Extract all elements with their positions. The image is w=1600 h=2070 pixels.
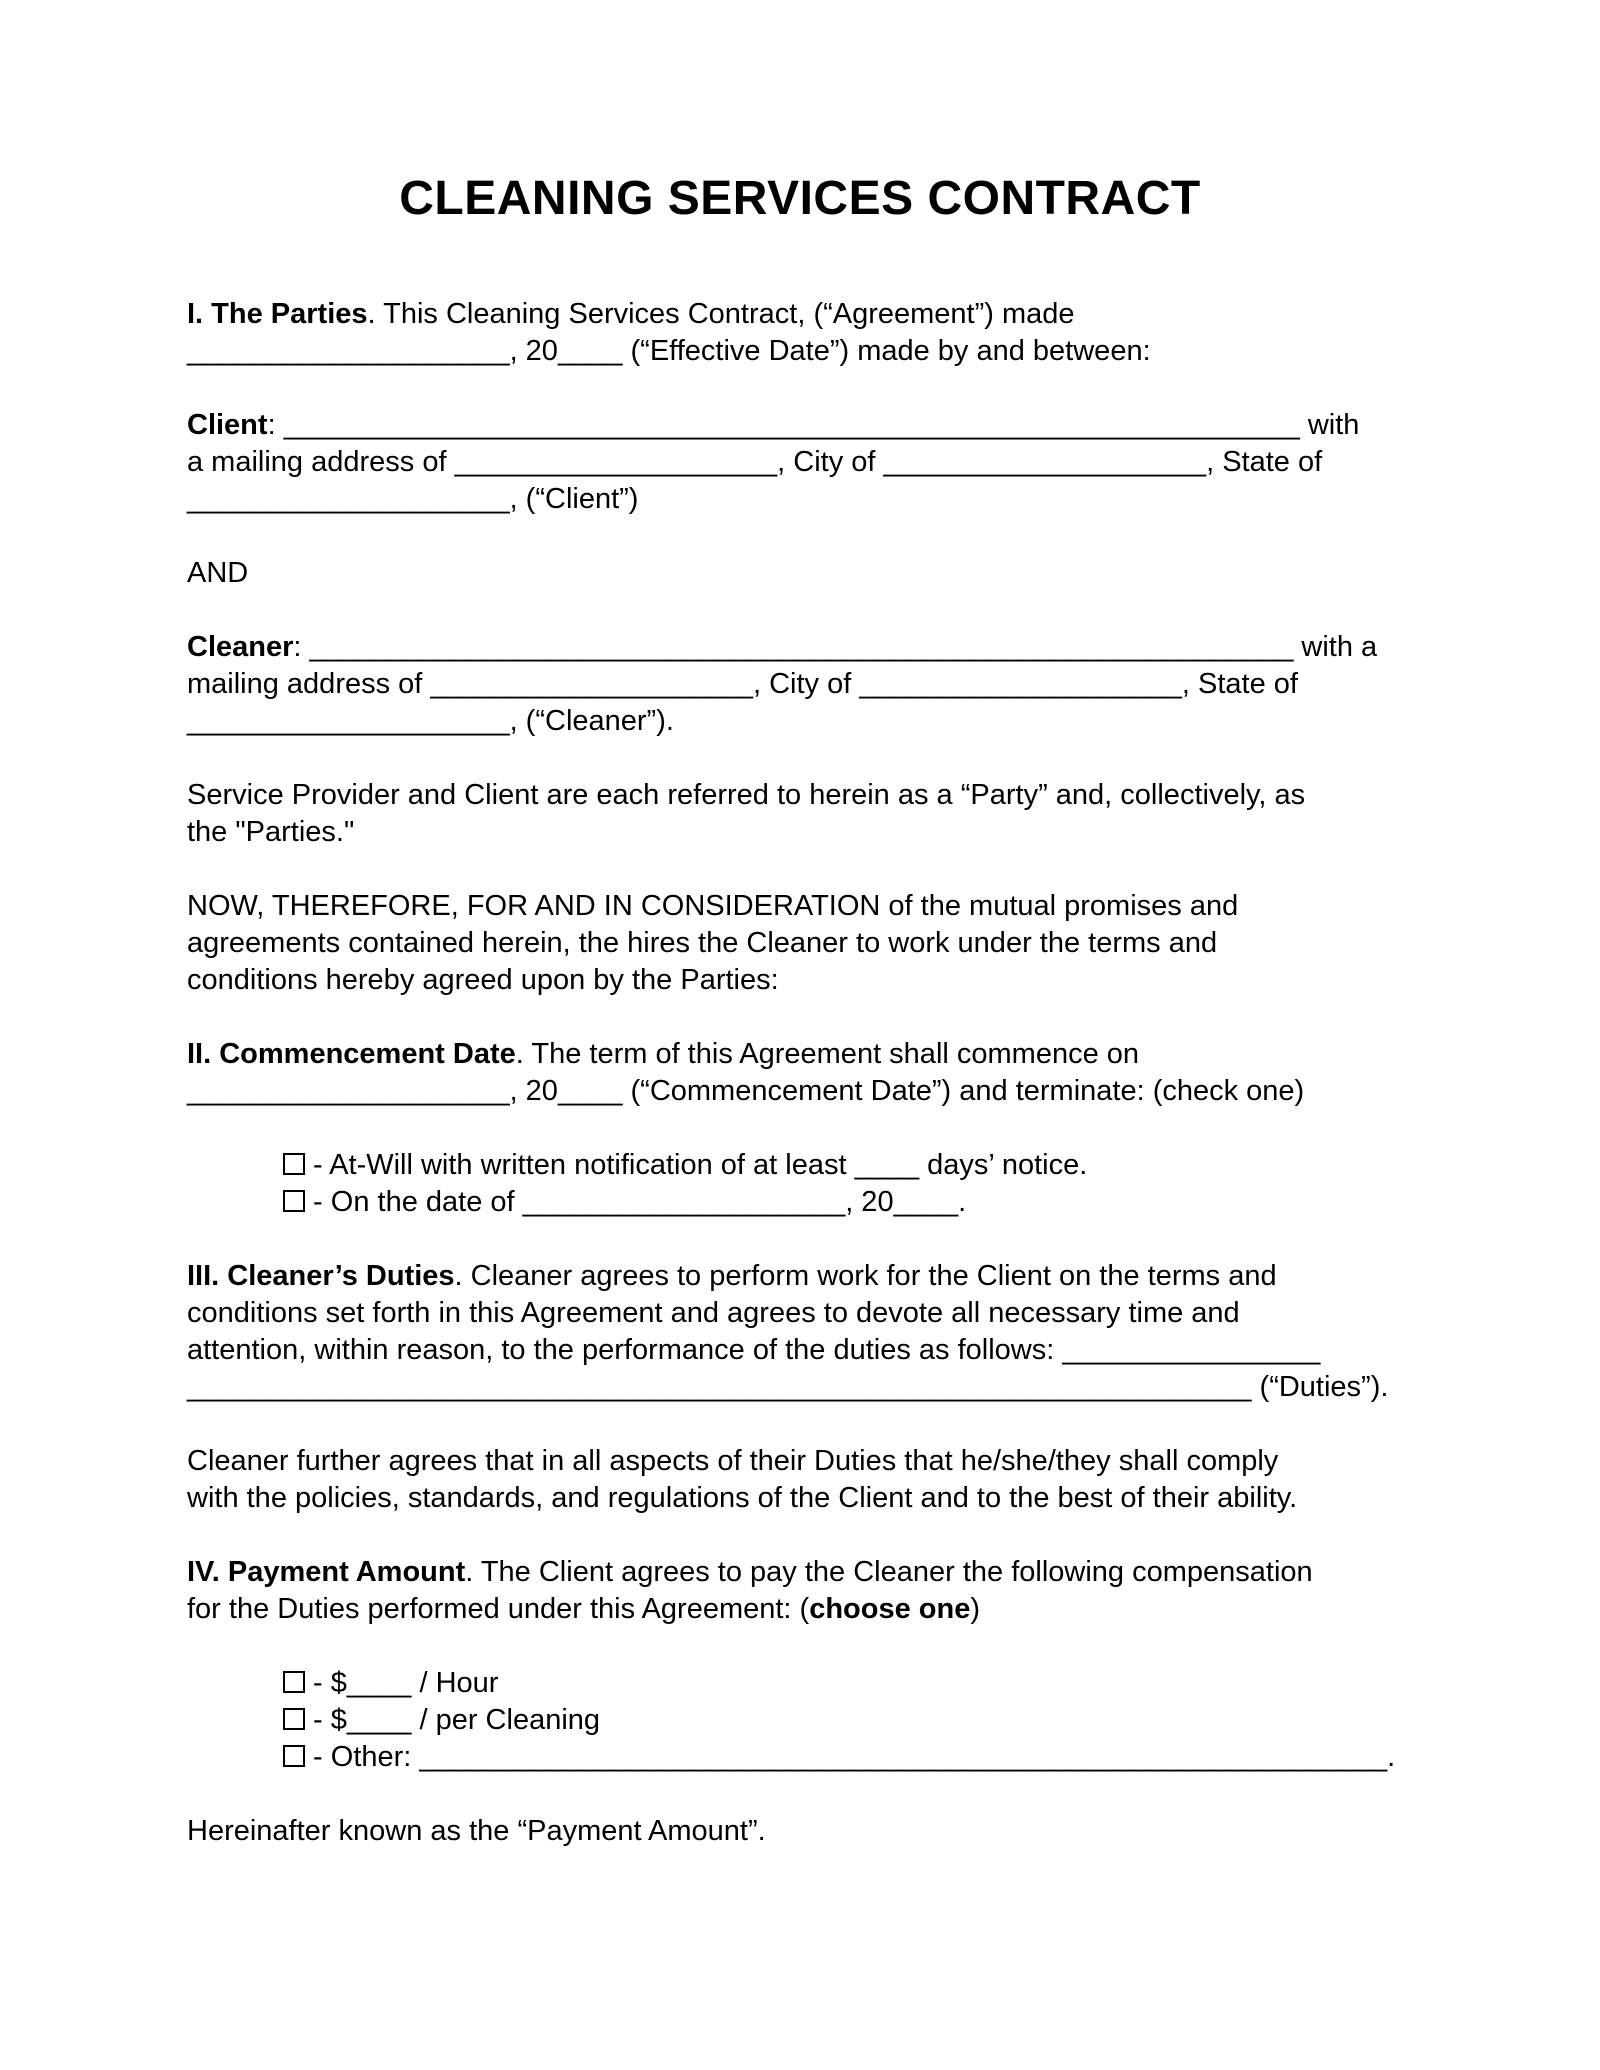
consideration-line2: agreements contained herein, the hires the Cleaner to work under the terms and: [187, 927, 1218, 959]
text-line: [187, 666, 1540, 703]
section-iii-cleaners-duties: [187, 1258, 1540, 1406]
and-label: AND: [187, 557, 249, 589]
duties-line2: conditions set forth in this Agreement and agrees to devote all necessary time and: [187, 1297, 1240, 1329]
payment-options: [187, 1665, 1540, 1776]
payment-line2-end: ): [970, 1593, 981, 1625]
client-label: Client: [187, 409, 268, 441]
client-party-block: [187, 407, 1540, 518]
compliance-line1: Cleaner further agrees that in all aspects of their Duties that he/she/they shall comply: [187, 1445, 1279, 1477]
text-line: [187, 1554, 1540, 1591]
duties-description-blank: __________________________________________________________________: [187, 1371, 1252, 1403]
text-line: [187, 629, 1540, 666]
parties-ref-line1: Service Provider and Client are each referred to herein as a “Party” and, collectively, as: [187, 779, 1306, 811]
checkbox-icon: [283, 1671, 305, 1693]
payment-line2-start: for the Duties performed under this Agreement: (: [187, 1593, 810, 1625]
compliance-line2: with the policies, standards, and regulations of the Client and to the best of their ability.: [187, 1482, 1298, 1514]
option-per-hour-label: - $____ / Hour: [305, 1667, 499, 1699]
option-at-will: [283, 1147, 1540, 1184]
text-line: [187, 814, 1540, 851]
checkbox-icon: [283, 1153, 305, 1175]
text-line: [187, 925, 1540, 962]
text-line: [187, 444, 1540, 481]
duties-line4-end: (“Duties”).: [1251, 1371, 1389, 1403]
option-other-label: - Other:: [305, 1741, 420, 1773]
client-line-end: with: [1299, 409, 1360, 441]
text-line: [187, 481, 1540, 518]
and-separator: [187, 555, 1540, 592]
duties-compliance-paragraph: [187, 1443, 1540, 1517]
other-amount-blank: ____________________________________________________________: [419, 1741, 1388, 1773]
payment-amount-note: [187, 1813, 1540, 1850]
document-title: CLEANING SERVICES CONTRACT: [399, 172, 1201, 225]
option-on-date-label: - On the date of ____________________, 20____.: [305, 1186, 967, 1218]
option-on-date: [283, 1184, 1540, 1221]
section-i-heading: I. The Parties: [187, 298, 368, 330]
option-per-hour: [283, 1665, 1540, 1702]
text-line: [187, 407, 1540, 444]
text-line: [187, 1073, 1540, 1110]
checkbox-icon: [283, 1745, 305, 1767]
option-per-cleaning-label: - $____ / per Cleaning: [305, 1704, 601, 1736]
consideration-paragraph: [187, 888, 1540, 999]
text-line: [187, 1591, 1540, 1628]
section-iv-text: . The Client agrees to pay the Cleaner the following compensation: [465, 1556, 1313, 1588]
section-ii-heading: II. Commencement Date: [187, 1038, 516, 1070]
checkbox-icon: [283, 1190, 305, 1212]
text-line: [187, 1480, 1540, 1517]
section-ii-commencement-date: [187, 1036, 1540, 1110]
text-line: [187, 555, 1540, 592]
section-iv-payment-amount: [187, 1554, 1540, 1628]
consideration-line1: NOW, THEREFORE, FOR AND IN CONSIDERATION of the mutual promises and: [187, 890, 1239, 922]
section-ii-text: . The term of this Agreement shall commence on: [515, 1038, 1140, 1070]
duties-line3: attention, within reason, to the performance of the duties as follows: ________________: [187, 1334, 1321, 1366]
option-other: [283, 1739, 1540, 1776]
text-line: [187, 962, 1540, 999]
cleaner-state-line: ____________________, (“Cleaner”).: [187, 705, 674, 737]
consideration-line3: conditions hereby agreed upon by the Parties:: [187, 964, 779, 996]
option-at-will-label: - At-Will with written notification of at least ____ days’ notice.: [305, 1149, 1088, 1181]
cleaner-line-end: with a: [1293, 631, 1378, 663]
text-line: [187, 1036, 1540, 1073]
section-iv-heading: IV. Payment Amount: [187, 1556, 466, 1588]
section-i-the-parties: [187, 296, 1540, 370]
text-line: [187, 296, 1540, 333]
cleaner-party-block: [187, 629, 1540, 740]
option-per-cleaning: [283, 1702, 1540, 1739]
parties-ref-line2: the "Parties.": [187, 816, 355, 848]
client-address-line: a mailing address of ____________________, City of ____________________, State of: [187, 446, 1323, 478]
text-line: [187, 1443, 1540, 1480]
section-iii-text: . Cleaner agrees to perform work for the Client on the terms and: [454, 1260, 1277, 1292]
document-body: [0, 296, 1600, 1850]
text-line: [187, 703, 1540, 740]
text-line: [187, 1258, 1540, 1295]
text-line: [187, 333, 1540, 370]
cleaner-address-line: mailing address of ____________________, City of ____________________, State of: [187, 668, 1298, 700]
text-line: [187, 777, 1540, 814]
client-colon: :: [267, 409, 284, 441]
client-name-blank: _______________________________________________________________: [283, 409, 1300, 441]
payment-note-text: Hereinafter known as the “Payment Amount”.: [187, 1815, 766, 1847]
text-line: [187, 1295, 1540, 1332]
choose-one-emphasis: choose one: [809, 1593, 971, 1625]
text-line: [187, 1813, 1540, 1850]
option-other-period: .: [1387, 1741, 1396, 1773]
text-line: [187, 1332, 1540, 1369]
text-line: [187, 1369, 1540, 1406]
section-i-text: . This Cleaning Services Contract, (“Agreement”) made: [367, 298, 1075, 330]
cleaner-name-blank: _____________________________________________________________: [309, 631, 1294, 663]
checkbox-icon: [283, 1708, 305, 1730]
cleaner-label: Cleaner: [187, 631, 294, 663]
cleaner-colon: :: [293, 631, 310, 663]
text-line: [187, 888, 1540, 925]
commencement-date-line: ____________________, 20____ (“Commencement Date”) and terminate: (check one): [187, 1075, 1305, 1107]
termination-options: [187, 1147, 1540, 1221]
parties-reference-paragraph: [187, 777, 1540, 851]
effective-date-line: ____________________, 20____ (“Effective Date”) made by and between:: [187, 335, 1151, 367]
section-iii-heading: III. Cleaner’s Duties: [187, 1260, 455, 1292]
client-state-line: ____________________, (“Client”): [187, 483, 639, 515]
